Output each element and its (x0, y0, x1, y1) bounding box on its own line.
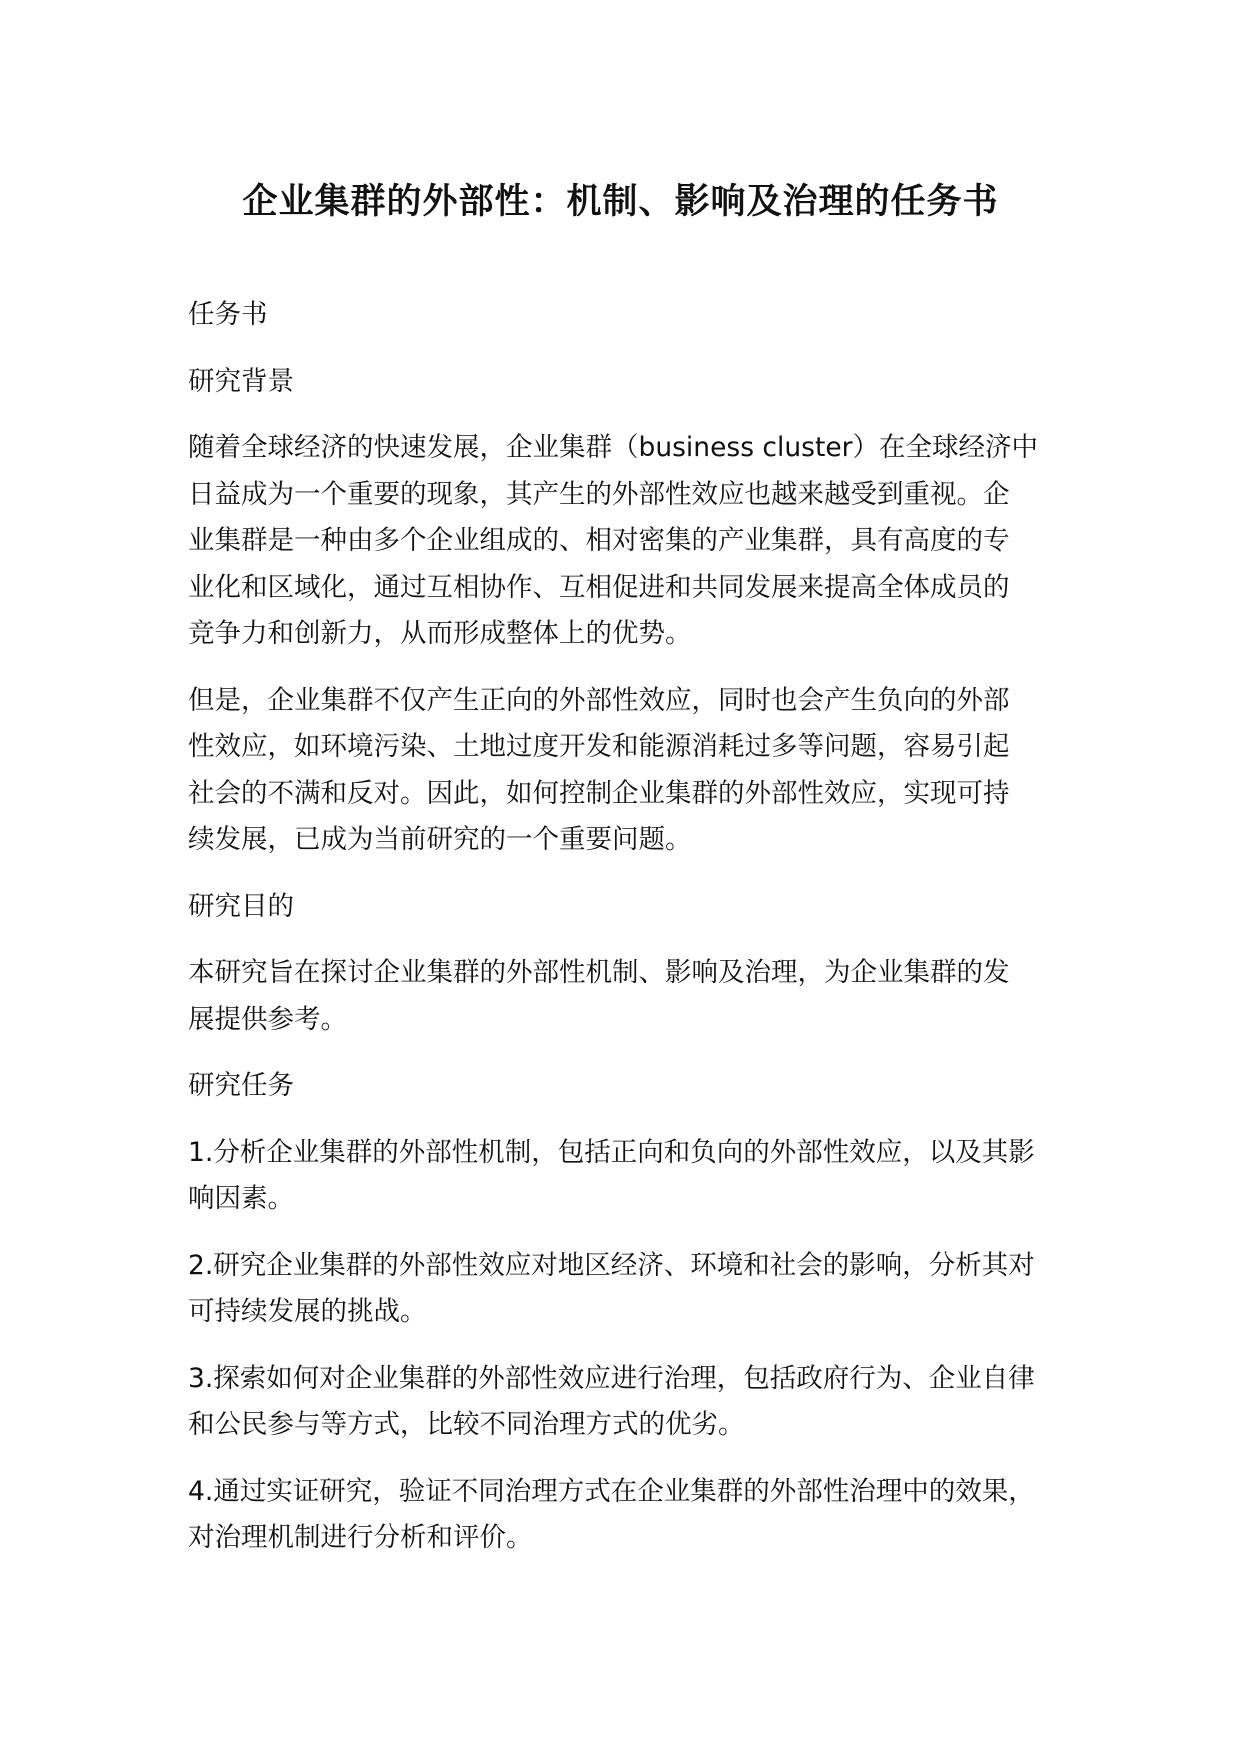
text-line: 日益成为一个重要的现象，其产生的外部性效应也越来越受到重视。企 (188, 478, 1010, 510)
heading-tasks: 研究任务 (188, 1070, 294, 1101)
text-line: 响因素。 (188, 1183, 294, 1214)
heading-background: 研究背景 (188, 365, 294, 397)
background-paragraph-1 (188, 425, 1063, 658)
purpose-paragraph (188, 950, 1063, 1043)
text-line: 和公民参与等方式，比较不同治理方式的优劣。 (188, 1409, 745, 1440)
text-line: 业化和区域化，通过互相协作、互相促进和共同发展来提高全体成员的 (188, 571, 1010, 603)
text-line: 4.通过实证研究，验证不同治理方式在企业集群的外部性治理中的效果， (188, 1475, 1035, 1507)
task-item-2 (188, 1243, 1063, 1336)
task-label: 任务书 (188, 299, 268, 330)
text-line: 随着全球经济的快速发展，企业集群（business cluster）在全球经济中 (188, 432, 1039, 463)
text-line: 1.分析企业集群的外部性机制，包括正向和负向的外部性效应，以及其影 (188, 1136, 1035, 1168)
task-item-4 (188, 1469, 1063, 1562)
heading-purpose: 研究目的 (188, 890, 294, 922)
text-line: 但是，企业集群不仅产生正向的外部性效应，同时也会产生负向的外部 (188, 684, 1010, 716)
task-item-3 (188, 1356, 1063, 1449)
background-paragraph-2 (188, 678, 1063, 864)
text-line: 2.研究企业集群的外部性效应对地区经济、环境和社会的影响，分析其对 (188, 1249, 1035, 1281)
text-line: 业集群是一种由多个企业组成的、相对密集的产业集群，具有高度的专 (188, 525, 1010, 556)
text-line: 续发展，已成为当前研究的一个重要问题。 (188, 824, 692, 855)
text-line: 可持续发展的挑战。 (188, 1296, 427, 1327)
text-line: 对治理机制进行分析和评价。 (188, 1522, 533, 1553)
task-item-1 (188, 1130, 1063, 1223)
text-line: 展提供参考。 (188, 1003, 347, 1035)
document-body (188, 292, 1063, 1582)
text-line: 性效应，如环境污染、土地过度开发和能源消耗过多等问题，容易引起 (188, 731, 1010, 762)
text-line: 3.探索如何对企业集群的外部性效应进行治理，包括政府行为、企业自律 (188, 1362, 1035, 1394)
text-line: 本研究旨在探讨企业集群的外部性机制、影响及治理，为企业集群的发 (188, 957, 1010, 988)
document-title: 企业集群的外部性：机制、影响及治理的任务书 (242, 182, 999, 222)
text-line: 竞争力和创新力，从而形成整体上的优势。 (188, 618, 692, 649)
text-line: 社会的不满和反对。因此，如何控制企业集群的外部性效应，实现可持 (188, 777, 1010, 809)
